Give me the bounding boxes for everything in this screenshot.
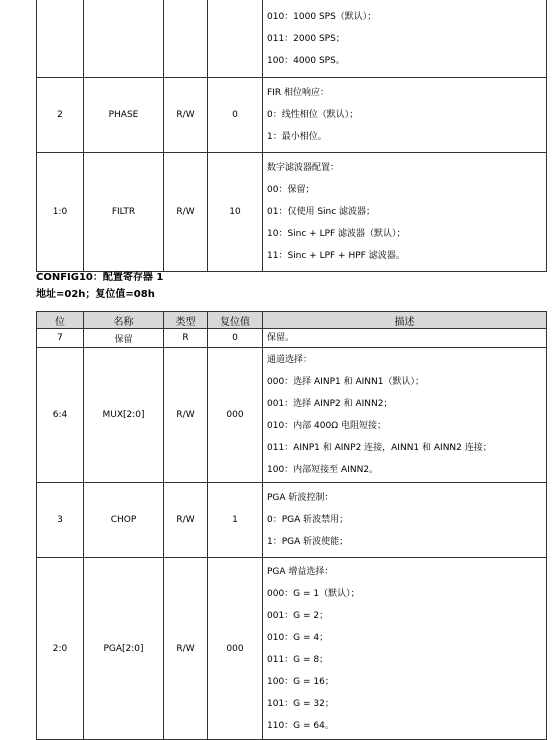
reset-cell: [208, 0, 263, 78]
name-cell: [84, 0, 164, 78]
table-row: [37, 329, 547, 348]
table-row: [37, 558, 547, 740]
header-name: 名称: [84, 312, 164, 329]
header-description: 描述: [263, 312, 547, 329]
reset-cell: 000: [208, 558, 263, 740]
description-cell: [263, 78, 547, 153]
description-line: 通道选择：: [267, 355, 313, 365]
description-line: 101：G = 32；: [267, 698, 334, 709]
description-line: 011：AINP1 和 AINP2 连接，AINN1 和 AINN2 连接；: [267, 443, 492, 453]
type-cell: R/W: [164, 78, 208, 153]
description-line: FIR 相位响应：: [267, 88, 329, 98]
description-line: 1：最小相位。: [267, 132, 327, 142]
description-line: PGA 增益选择：: [267, 566, 334, 577]
bit-cell: 7: [37, 329, 84, 348]
description-line: 01：仅使用 Sinc 滤波器；: [267, 207, 376, 217]
name-cell: CHOP: [84, 483, 164, 558]
description-line: 100：G = 16；: [267, 676, 334, 687]
header-type: 类型: [164, 312, 208, 329]
description-cell: [263, 348, 547, 483]
bit-cell: 1:0: [37, 153, 84, 272]
type-cell: R/W: [164, 483, 208, 558]
table-row: [37, 483, 547, 558]
description-line: 0：PGA 斩波禁用；: [267, 515, 349, 525]
bit-cell: 6:4: [37, 348, 84, 483]
description-line: 100：内部短接至 AINN2。: [267, 465, 379, 475]
description-cell: [263, 153, 547, 272]
register-table: [36, 311, 547, 740]
description-line: 000：选择 AINP1 和 AINN1（默认）；: [267, 377, 424, 387]
description-line: 011：G = 8；: [267, 654, 329, 665]
description-line: 保留。: [267, 333, 295, 343]
description-line: 010：G = 4；: [267, 632, 329, 643]
description-line: 数字滤波器配置：: [267, 163, 340, 173]
description-line: 100：4000 SPS。: [267, 55, 345, 66]
description-line: PGA 斩波控制：: [267, 493, 334, 503]
type-cell: R/W: [164, 348, 208, 483]
type-cell: R/W: [164, 153, 208, 272]
name-cell: PHASE: [84, 78, 164, 153]
table-header-row: [37, 312, 547, 329]
type-cell: [164, 0, 208, 78]
description-line: 001：选择 AINP2 和 AINN2；: [267, 399, 393, 409]
header-bit: 位: [37, 312, 84, 329]
table-row: [37, 0, 547, 78]
description-cell: [263, 558, 547, 740]
reset-cell: 0: [208, 329, 263, 348]
description-line: 011：2000 SPS；: [267, 33, 345, 44]
description-cell: [263, 0, 547, 78]
description-line: 001：G = 2；: [267, 610, 329, 621]
register-table-continuation: [36, 0, 547, 272]
section-subtitle: 地址=02h；复位值=08h: [36, 289, 155, 300]
section-title: CONFIG10：配置寄存器 1: [36, 272, 164, 283]
name-cell: FILTR: [84, 153, 164, 272]
name-cell: MUX[2:0]: [84, 348, 164, 483]
name-cell: PGA[2:0]: [84, 558, 164, 740]
reset-cell: 1: [208, 483, 263, 558]
type-cell: R/W: [164, 558, 208, 740]
description-line: 000：G = 1（默认）；: [267, 588, 360, 599]
bit-cell: 3: [37, 483, 84, 558]
description-line: 00：保留；: [267, 185, 315, 195]
table-row: [37, 78, 547, 153]
type-cell: R: [164, 329, 208, 348]
bit-cell: 2: [37, 78, 84, 153]
description-line: 10：Sinc + LPF 滤波器（默认）；: [267, 229, 406, 239]
description-line: 010：内部 400Ω 电阻短接；: [267, 421, 386, 431]
bit-cell: [37, 0, 84, 78]
header-reset: 复位值: [208, 312, 263, 329]
reset-cell: 10: [208, 153, 263, 272]
description-line: 110：G = 64。: [267, 720, 334, 731]
description-cell: [263, 483, 547, 558]
reset-cell: 0: [208, 78, 263, 153]
description-line: 0：线性相位（默认）；: [267, 110, 359, 120]
reset-cell: 000: [208, 348, 263, 483]
description-line: 11：Sinc + LPF + HPF 滤波器。: [267, 251, 405, 261]
name-cell: 保留: [84, 329, 164, 348]
description-line: 010：1000 SPS（默认）；: [267, 11, 377, 22]
description-line: 1：PGA 斩波使能；: [267, 537, 349, 547]
table-row: [37, 153, 547, 272]
bit-cell: 2:0: [37, 558, 84, 740]
description-cell: [263, 329, 547, 348]
table-row: [37, 348, 547, 483]
